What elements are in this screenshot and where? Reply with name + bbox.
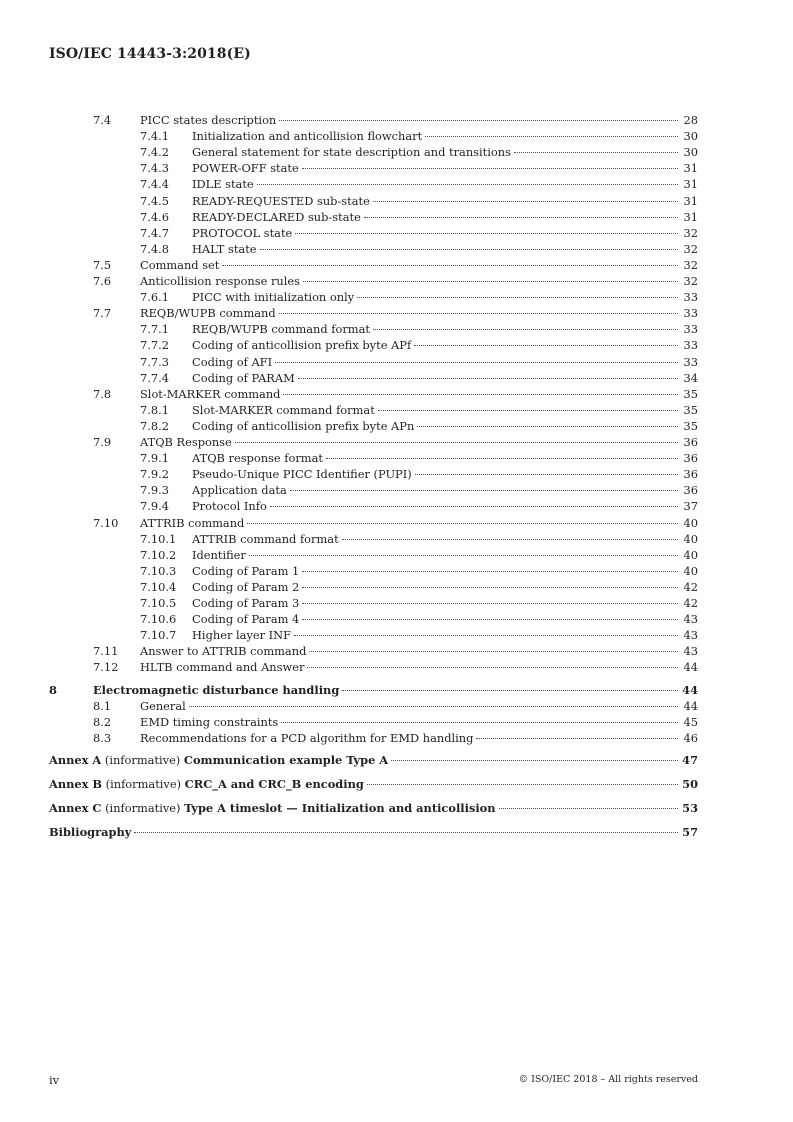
toc-entry-number: 7.11	[93, 644, 119, 659]
toc-entry-number: 7.7.2	[140, 338, 169, 353]
toc-entry-number: 7.10.6	[140, 612, 177, 627]
toc-entry-line	[192, 176, 698, 192]
toc-entry[interactable]	[0, 418, 793, 434]
toc-entry-page: 40	[683, 547, 698, 562]
dot-leader	[279, 120, 678, 121]
toc-entry-line	[192, 370, 698, 386]
toc-entry-line	[49, 824, 698, 840]
dot-leader	[281, 722, 678, 723]
dot-leader	[417, 426, 678, 427]
dot-leader	[294, 635, 678, 636]
toc-entry-page: 31	[683, 161, 698, 176]
toc-entry[interactable]	[0, 386, 793, 402]
toc-entry-line	[192, 128, 698, 144]
toc-entry-number: 7.8.1	[140, 402, 169, 417]
toc-entry-number: 7.10.2	[140, 547, 177, 562]
toc-entry-line	[140, 273, 698, 289]
dot-leader	[247, 523, 678, 524]
toc-entry-line	[192, 160, 698, 176]
dot-leader	[342, 690, 678, 691]
toc-entry-page: 44	[682, 682, 698, 697]
toc-entry-line	[140, 515, 698, 531]
toc-entry-number: 8.2	[93, 714, 112, 729]
toc-entry-page: 32	[683, 225, 698, 240]
toc-entry-number: 7.12	[93, 660, 119, 675]
toc-entry[interactable]	[0, 466, 793, 482]
toc-entry[interactable]	[0, 776, 793, 792]
toc-entry-number: 7.7.4	[140, 370, 169, 385]
toc-entry[interactable]	[0, 354, 793, 370]
toc-entry[interactable]	[0, 112, 793, 128]
toc-entry[interactable]	[0, 176, 793, 192]
toc-entry[interactable]	[0, 434, 793, 450]
dot-leader	[302, 587, 678, 588]
dot-leader	[307, 667, 678, 668]
toc-entry[interactable]	[0, 402, 793, 418]
toc-entry-page: 31	[683, 193, 698, 208]
toc-entry[interactable]	[0, 321, 793, 337]
toc-entry-title: Initialization and anticollision flowchart	[192, 129, 423, 144]
toc-entry-page: 43	[683, 644, 698, 659]
toc-entry-page: 46	[683, 730, 698, 745]
toc-entry[interactable]	[0, 563, 793, 579]
toc-entry-page: 36	[683, 483, 698, 498]
toc-entry-line	[192, 144, 698, 160]
dot-leader	[367, 784, 678, 785]
toc-entry-number: 7.4.8	[140, 241, 169, 256]
toc-entry-line	[192, 450, 698, 466]
dot-leader	[279, 313, 678, 314]
toc-entry-title: Protocol Info	[192, 499, 267, 514]
toc-entry-page: 40	[683, 531, 698, 546]
toc-entry-page: 36	[683, 435, 698, 449]
dot-leader	[378, 410, 678, 411]
toc-entry[interactable]	[0, 289, 793, 305]
toc-entry-number: 7.9.4	[140, 499, 169, 514]
toc-entry-title: Command set	[140, 257, 220, 272]
toc-entry-line	[140, 305, 698, 321]
dot-leader	[364, 217, 678, 218]
toc-entry-line	[192, 547, 698, 563]
toc-entry-page: 43	[683, 628, 698, 643]
toc-entry-number: 7.4	[93, 113, 112, 127]
toc-entry[interactable]	[0, 824, 793, 840]
toc-entry-line	[192, 466, 698, 482]
toc-entry-number: 7.6	[93, 274, 112, 288]
dot-leader	[309, 651, 678, 652]
toc-entry-title: Electromagnetic disturbance handling	[93, 682, 340, 697]
toc-entry[interactable]	[0, 241, 793, 257]
toc-entry-title: ATQB response format	[192, 451, 323, 466]
toc-entry-page: 32	[683, 241, 698, 256]
toc-entry-page: 31	[683, 209, 698, 224]
toc-entry-title: PICC with initialization only	[192, 290, 355, 305]
toc-entry-page: 33	[683, 306, 698, 321]
toc-entry-title: ATTRIB command format	[192, 531, 339, 546]
annex-note: (informative)	[105, 801, 181, 816]
toc-entry-line	[140, 257, 698, 273]
dot-leader	[275, 362, 678, 363]
toc-entry-number: 7.10	[93, 515, 119, 530]
toc-entry-line	[49, 752, 698, 768]
toc-entry-page: 57	[682, 825, 698, 840]
document-header: ISO/IEC 14443-3:2018(E)	[49, 46, 251, 62]
toc-entry-title: Slot-MARKER command format	[192, 402, 375, 417]
toc-entry-title: General	[140, 698, 186, 713]
dot-leader	[283, 394, 678, 395]
toc-entry[interactable]	[0, 370, 793, 386]
toc-entry-number: 7.4.1	[140, 129, 169, 144]
toc-entry-title: Coding of anticollision prefix byte APn	[192, 418, 415, 433]
toc-entry-line	[49, 776, 698, 792]
toc-entry-title: Higher layer INF	[192, 628, 292, 643]
toc-entry-title: PROTOCOL state	[192, 225, 293, 240]
dot-leader	[189, 706, 678, 707]
toc-entry[interactable]	[0, 193, 793, 209]
toc-entry-title: Bibliography	[49, 825, 132, 840]
dot-leader	[514, 152, 678, 153]
page-number: iv	[49, 1073, 60, 1087]
dot-leader	[302, 168, 678, 169]
toc-entry-page: 37	[683, 499, 698, 514]
toc-entry[interactable]	[0, 659, 793, 675]
toc-entry[interactable]	[0, 144, 793, 160]
dot-leader	[270, 506, 678, 507]
toc-entry-line	[192, 531, 698, 547]
dot-leader	[298, 378, 678, 379]
toc-entry-page: 35	[683, 386, 698, 401]
toc-entry-line	[192, 241, 698, 257]
toc-entry-page: 33	[683, 338, 698, 353]
toc-entry-line	[192, 595, 698, 611]
toc-entry-number: 8.3	[93, 730, 112, 745]
toc-entry-line	[192, 482, 698, 498]
toc-entry-title: Coding of Param 2	[192, 579, 300, 594]
toc-entry-number: 7.4.6	[140, 209, 169, 224]
dot-leader	[373, 329, 678, 330]
dot-leader	[134, 832, 678, 833]
toc-entry-title: ATQB Response	[140, 435, 232, 449]
toc-entry-line	[192, 289, 698, 305]
dot-leader	[391, 760, 678, 761]
toc-entry-line	[93, 682, 698, 698]
dot-leader	[476, 738, 678, 739]
toc-entry-number: 7.9.3	[140, 483, 169, 498]
toc-entry-line	[192, 579, 698, 595]
toc-entry[interactable]	[0, 498, 793, 514]
toc-entry-line	[140, 714, 698, 730]
toc-entry-title: HLTB command and Answer	[140, 660, 305, 675]
toc-entry-line	[192, 209, 698, 225]
dot-leader	[302, 619, 678, 620]
annex-note: (informative)	[104, 752, 181, 767]
toc-entry-title: Coding of anticollision prefix byte APf	[192, 338, 412, 353]
toc-entry-page: 33	[683, 322, 698, 337]
toc-entry-number: 7.4.3	[140, 161, 169, 176]
toc-entry-page: 44	[683, 698, 698, 713]
toc-entry-line	[49, 800, 698, 816]
toc-entry[interactable]	[0, 579, 793, 595]
dot-leader	[373, 201, 678, 202]
toc-entry-number: 7.10.1	[140, 531, 177, 546]
toc-entry-title: EMD timing constraints	[140, 714, 279, 729]
toc-entry-page: 30	[683, 145, 698, 160]
toc-entry-page: 42	[683, 579, 698, 594]
toc-entry-page: 36	[683, 467, 698, 482]
toc-entry-title: ATTRIB command	[140, 515, 245, 530]
dot-leader	[235, 442, 678, 443]
toc-entry[interactable]	[0, 643, 793, 659]
toc-entry-page: 35	[683, 402, 698, 417]
dot-leader	[303, 281, 678, 282]
dot-leader	[302, 603, 678, 604]
toc-entry-number: 8	[49, 682, 57, 697]
toc-entry-line	[140, 386, 698, 402]
toc-entry-line	[192, 337, 698, 353]
toc-entry-number: 7.10.5	[140, 596, 177, 610]
toc-entry-page: 31	[683, 177, 698, 192]
toc-entry[interactable]	[0, 450, 793, 466]
toc-entry-number: 7.6.1	[140, 290, 169, 305]
toc-entry[interactable]	[0, 730, 793, 746]
toc-entry-page: 43	[683, 612, 698, 627]
dot-leader	[357, 297, 678, 298]
toc-entry[interactable]	[0, 305, 793, 321]
toc-entry-title: Coding of Param 1	[192, 563, 300, 578]
toc-entry-page: 47	[682, 752, 698, 767]
annex-label: Annex A	[49, 752, 102, 767]
toc-entry-number: 7.10.7	[140, 628, 177, 643]
dot-leader	[326, 458, 678, 459]
toc-entry-page: 32	[683, 257, 698, 272]
toc-entry[interactable]	[0, 595, 793, 611]
toc-entry-title: REQB/WUPB command format	[192, 322, 370, 337]
annex-note: (informative)	[105, 777, 182, 791]
toc-entry-number: 7.8.2	[140, 418, 169, 433]
toc-entry-line	[192, 498, 698, 514]
toc-entry-line	[192, 225, 698, 241]
toc-entry-page: 32	[683, 274, 698, 288]
toc-entry-line	[140, 698, 698, 714]
toc-entry-number: 7.9	[93, 435, 112, 449]
toc-entry[interactable]	[0, 531, 793, 547]
toc-entry-title: Type A timeslot — Initialization and anticollision	[184, 801, 496, 816]
toc-entry-number: 7.8	[93, 386, 112, 401]
dot-leader	[342, 539, 678, 540]
toc-entry-line	[192, 193, 698, 209]
toc-entry-page: 35	[683, 418, 698, 433]
toc-entry[interactable]	[0, 257, 793, 273]
toc-entry-line	[140, 659, 698, 675]
toc-entry-line	[192, 321, 698, 337]
toc-entry-line	[192, 611, 698, 627]
toc-entry-page: 36	[683, 451, 698, 466]
toc-entry-page: 40	[683, 563, 698, 578]
toc-entry-line	[140, 112, 698, 128]
toc-entry-line	[192, 627, 698, 643]
toc-entry-number: 8.1	[93, 698, 112, 713]
toc-entry-page: 44	[683, 660, 698, 675]
dot-leader	[425, 136, 678, 137]
toc-entry-number: 7.7.3	[140, 354, 169, 369]
annex-label: Annex C	[49, 801, 102, 816]
toc-entry[interactable]	[0, 337, 793, 353]
toc-entry-line	[192, 563, 698, 579]
dot-leader	[295, 233, 678, 234]
toc-entry-page: 33	[683, 354, 698, 369]
toc-entry-page: 33	[683, 290, 698, 305]
toc-entry-title: Application data	[192, 483, 287, 498]
toc-entry-title: Coding of PARAM	[192, 370, 295, 385]
toc-entry-page: 30	[683, 129, 698, 144]
toc-entry-number: 7.9.2	[140, 467, 169, 482]
toc-entry-title: Answer to ATTRIB command	[140, 644, 307, 659]
toc-entry-line	[192, 354, 698, 370]
toc-entry-number: 7.7	[93, 306, 112, 321]
dot-leader	[290, 490, 678, 491]
toc-entry[interactable]	[0, 209, 793, 225]
dot-leader	[257, 184, 678, 185]
toc-entry-title: POWER-OFF state	[192, 161, 299, 176]
toc-entry-page: 34	[683, 370, 698, 385]
toc-entry-title: Coding of Param 3	[192, 596, 300, 610]
copyright-notice: © ISO/IEC 2018 – All rights reserved	[518, 1074, 698, 1085]
toc-entry-page: 50	[682, 777, 698, 791]
toc-entry-page: 53	[682, 801, 698, 816]
toc-entry-title: Pseudo-Unique PICC Identifier (PUPI)	[192, 467, 412, 482]
toc-entry-title: REQB/WUPB command	[140, 306, 276, 321]
toc-entry-page: 45	[683, 714, 698, 729]
toc-entry[interactable]	[0, 682, 793, 698]
toc-entry-title: Communication example Type A	[183, 752, 389, 767]
toc-entry-line	[140, 643, 698, 659]
toc-entry-title: IDLE state	[192, 177, 254, 192]
toc-entry-number: 7.4.4	[140, 177, 169, 192]
toc-entry-title: READY-DECLARED sub-state	[192, 209, 361, 224]
dot-leader	[222, 265, 678, 266]
toc-entry-line	[140, 434, 698, 450]
toc-entry-title: Coding of AFI	[192, 354, 273, 369]
toc-entry-number: 7.4.7	[140, 225, 169, 240]
dot-leader	[415, 474, 678, 475]
toc-entry[interactable]	[0, 160, 793, 176]
toc-entry-line	[140, 730, 698, 746]
toc-entry-title: Slot-MARKER command	[140, 386, 281, 401]
toc-entry-title: Identifier	[192, 547, 246, 562]
toc-entry-number: 7.7.1	[140, 322, 169, 337]
toc-entry-title: General statement for state description and transitions	[192, 145, 511, 160]
annex-label: Annex B	[49, 777, 103, 791]
toc-entry[interactable]	[0, 714, 793, 730]
toc-entry[interactable]	[0, 515, 793, 531]
toc-entry-title: Coding of Param 4	[192, 612, 300, 627]
toc-entry[interactable]	[0, 611, 793, 627]
toc-entry-title: READY-REQUESTED sub-state	[192, 193, 370, 208]
toc-entry-line	[192, 418, 698, 434]
toc-entry-number: 7.10.4	[140, 579, 177, 594]
dot-leader	[414, 345, 678, 346]
toc-entry-page: 28	[683, 113, 698, 127]
toc-entry[interactable]	[0, 547, 793, 563]
toc-entry[interactable]	[0, 627, 793, 643]
toc-entry-title: HALT state	[192, 241, 257, 256]
toc-entry-number: 7.10.3	[140, 563, 177, 578]
toc-entry-page: 40	[683, 515, 698, 530]
toc-entry-page: 42	[683, 596, 698, 610]
dot-leader	[302, 571, 678, 572]
toc-entry-title: PICC states description	[140, 113, 277, 127]
toc-entry-number: 7.9.1	[140, 451, 169, 466]
toc-entry-number: 7.5	[93, 257, 112, 272]
toc-entry-title: Recommendations for a PCD algorithm for EMD handling	[140, 730, 474, 745]
toc-entry[interactable]	[0, 128, 793, 144]
toc-entry[interactable]	[0, 752, 793, 768]
toc-entry[interactable]	[0, 482, 793, 498]
dot-leader	[249, 555, 678, 556]
toc-entry-number: 7.4.2	[140, 145, 169, 160]
toc-entry[interactable]	[0, 698, 793, 714]
toc-entry-title: Anticollision response rules	[140, 274, 300, 288]
dot-leader	[499, 808, 678, 809]
toc-entry[interactable]	[0, 225, 793, 241]
dot-leader	[260, 249, 678, 250]
toc-entry-number: 7.4.5	[140, 193, 169, 208]
toc-entry[interactable]	[0, 273, 793, 289]
toc-entry-line	[192, 402, 698, 418]
toc-entry-title: CRC_A and CRC_B encoding	[184, 777, 364, 791]
toc-entry[interactable]	[0, 800, 793, 816]
